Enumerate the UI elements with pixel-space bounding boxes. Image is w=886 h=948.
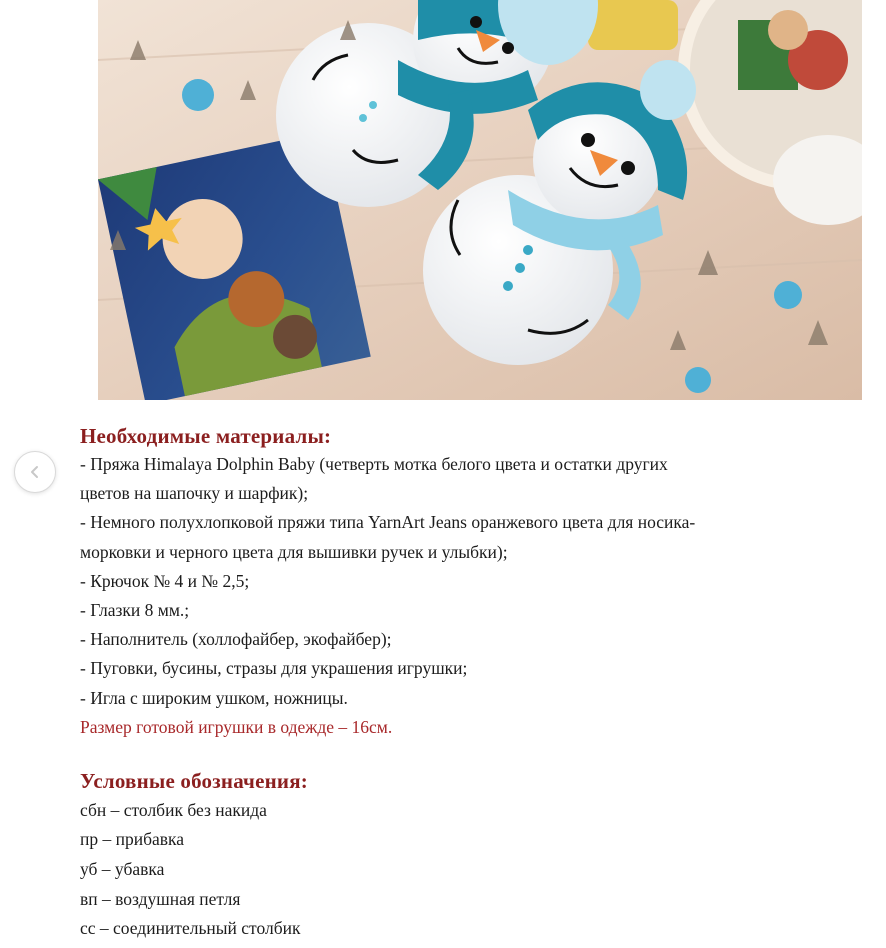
materials-line: - Крючок № 4 и № 2,5; [80,570,250,591]
crochet-snowmen-photo [98,0,862,400]
legend-item: уб – убавка [80,859,165,880]
materials-line: - Глазки 8 мм.; [80,600,190,621]
carousel-prev-button[interactable] [14,451,56,493]
materials-line: - Немного полухлопковой пряжи типа YarnArt Jeans оранжевого цвета для носика- [80,512,696,533]
materials-line: цветов на шапочку и шарфик); [80,483,309,504]
finished-size-note: Размер готовой игрушки в одежде – 16см. [80,716,393,737]
legend-item: пр – прибавка [80,829,185,850]
legend-item: вп – воздушная петля [80,888,241,909]
materials-line: - Игла с широким ушком, ножницы. [80,687,348,708]
pattern-description [80,422,886,944]
materials-line: морковки и черного цвета для вышивки ручек и улыбки); [80,541,508,562]
legend-item: сбн – столбик без накида [80,799,267,820]
materials-line: - Пряжа Himalaya Dolphin Baby (четверть мотка белого цвета и остатки других [80,454,668,474]
materials-line: - Пуговки, бусины, стразы для украшения игрушки; [80,658,468,679]
chevron-left-icon [28,465,42,479]
legend-heading: Условные обозначения: [80,768,308,793]
materials-line: - Наполнитель (холлофайбер, экофайбер); [80,629,392,650]
legend-item: сс – соединительный столбик [80,918,301,939]
materials-heading: Необходимые материалы: [80,424,332,448]
